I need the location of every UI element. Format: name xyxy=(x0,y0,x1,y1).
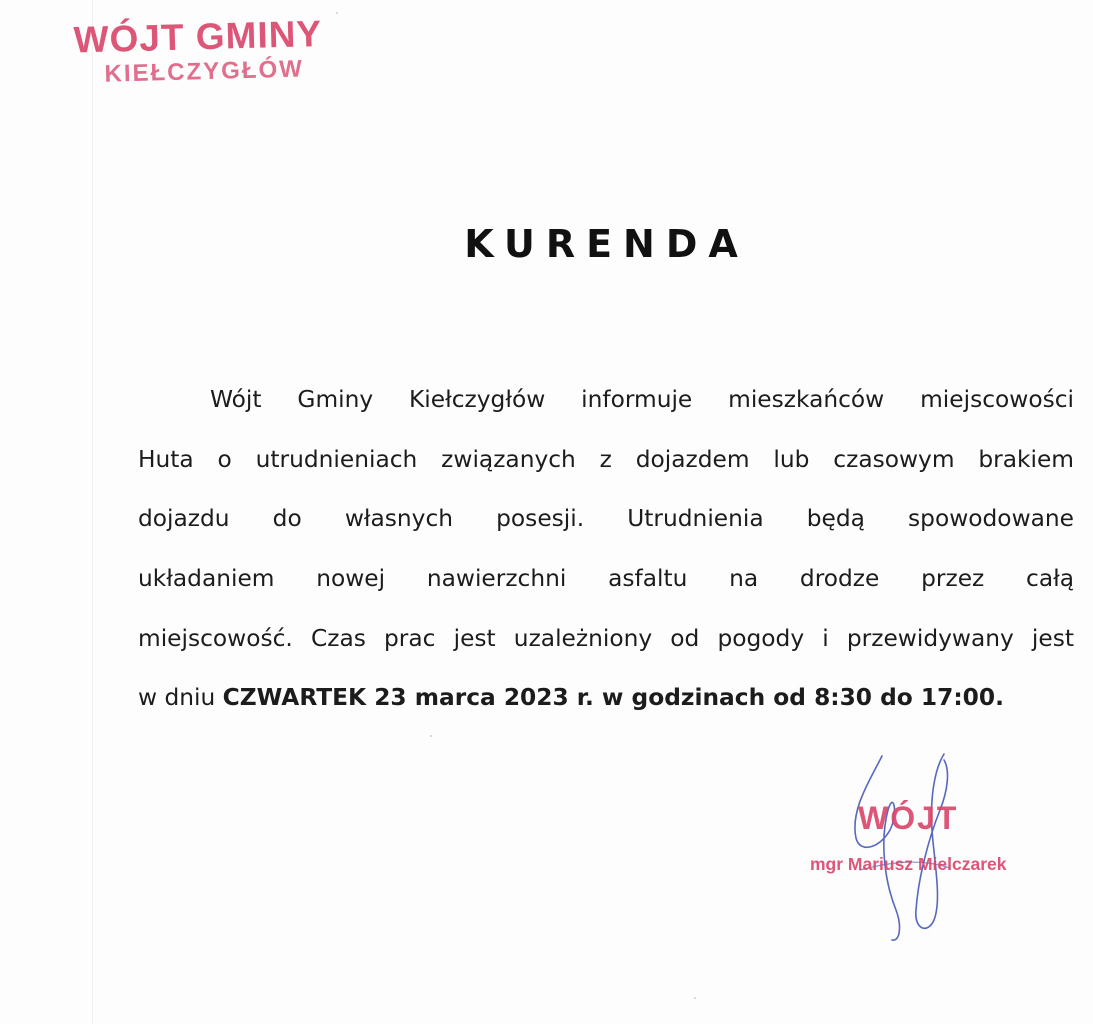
scan-speck xyxy=(694,997,696,999)
date-prefix: w dniu xyxy=(138,684,223,712)
handwritten-signature xyxy=(840,750,980,950)
announcement-paragraph xyxy=(138,370,1074,728)
paragraph-line: miejscowość. Czas prac jest uzależniony od pogody i przewidywany jest xyxy=(138,624,1074,652)
paragraph-last-line xyxy=(138,668,1074,728)
document-title: KURENDA xyxy=(464,222,749,266)
date-and-hours: CZWARTEK 23 marca 2023 r. w godzinach od 8:30 do 17:00. xyxy=(222,684,1004,712)
signature-stamp-title: WÓJT xyxy=(858,800,959,836)
paragraph-line: Huta o utrudnieniach związanych z dojazdem lub czasowym brakiem xyxy=(138,445,1074,473)
municipality-stamp xyxy=(73,12,345,89)
paragraph-line: układaniem nowej nawierzchni asfaltu na drodze przez całą xyxy=(138,565,1074,593)
stamp-line-1: WÓJT GMINY xyxy=(73,13,323,61)
paragraph-line: Wójt Gminy Kiełczygłów informuje mieszkańców miejscowości xyxy=(210,386,1074,413)
signatory-name: mgr Mariusz Mielczarek xyxy=(810,854,1007,874)
paragraph-line: dojazdu do własnych posesji. Utrudnienia będą spowodowane xyxy=(138,505,1074,533)
scan-edge-line xyxy=(92,0,93,1024)
signature-block xyxy=(800,750,1060,950)
scan-speck xyxy=(430,735,432,737)
scan-speck xyxy=(336,12,338,14)
stamp-line-2: KIEŁCZYGŁÓW xyxy=(104,55,305,88)
